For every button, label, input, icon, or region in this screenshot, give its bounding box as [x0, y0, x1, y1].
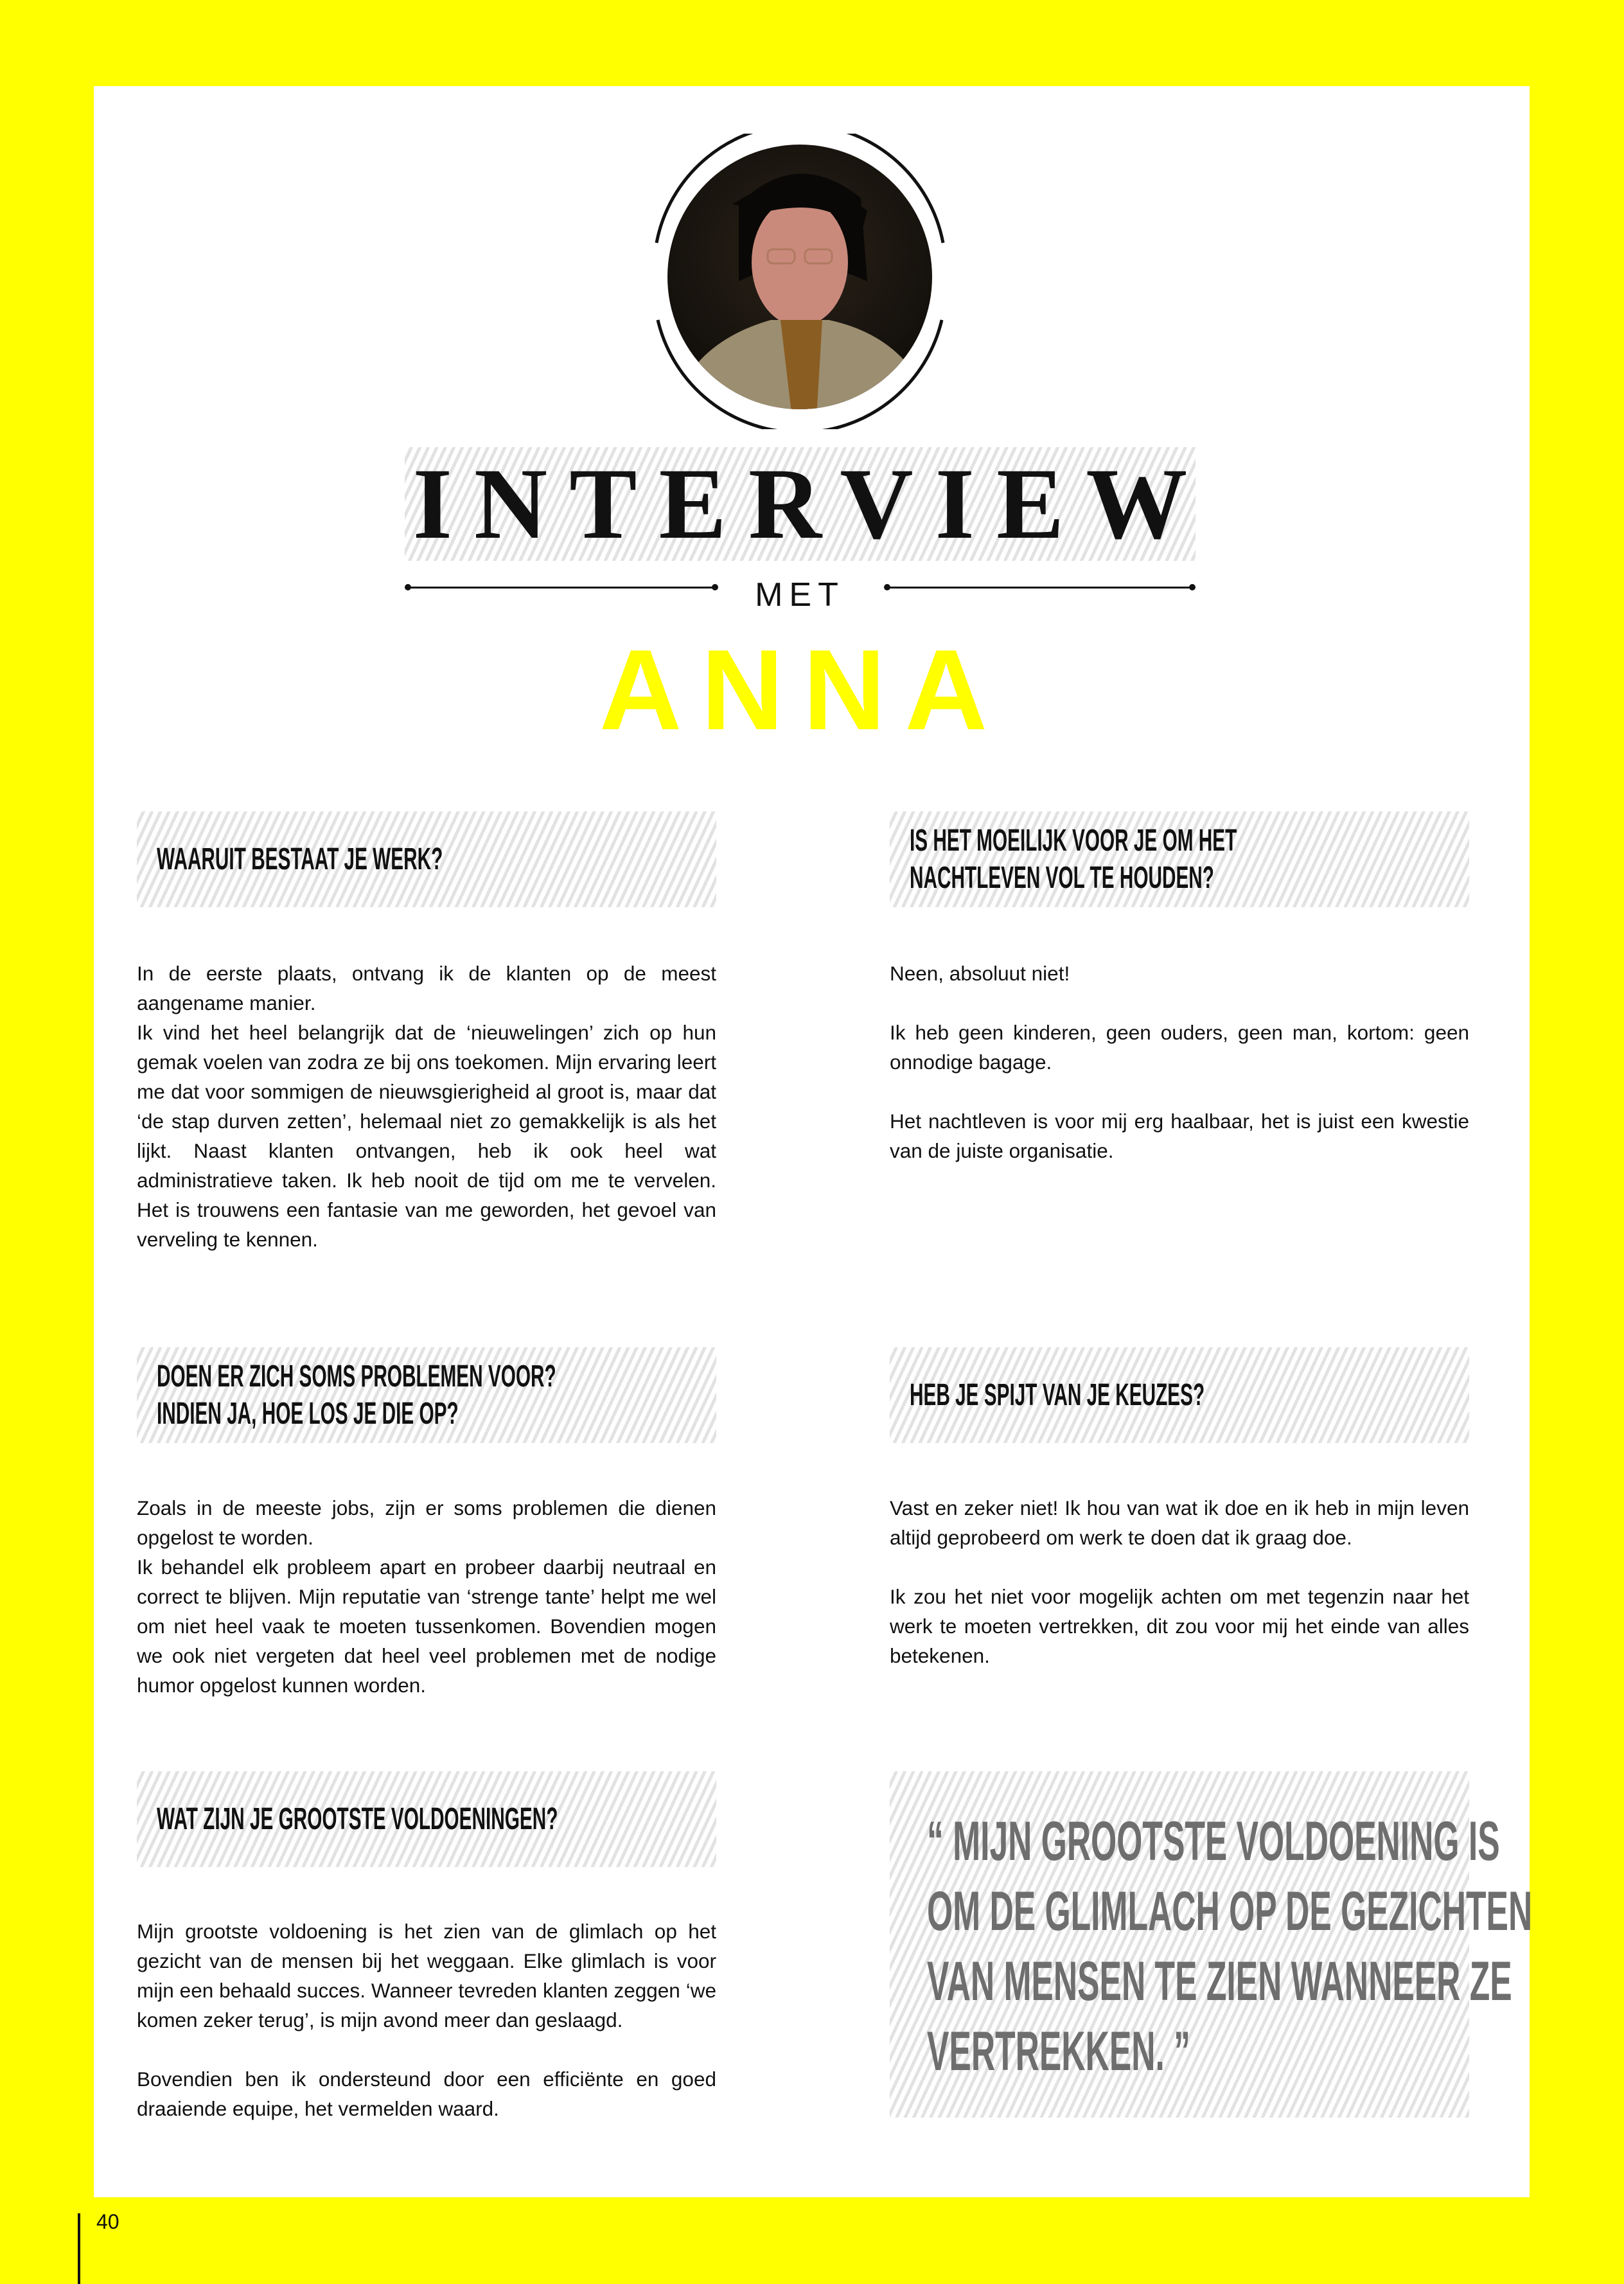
question-text: NACHTLEVEN VOL TE HOUDEN? [910, 860, 1214, 895]
quote-line: VAN MENSEN TE ZIEN WANNEER ZE [927, 1951, 1512, 2012]
paragraph: Neen, absoluut niet! [890, 962, 1070, 985]
question-text: IS HET MOEILIJK VOOR JE OM HET [910, 823, 1237, 858]
question-band [890, 1347, 1469, 1443]
question-text: DOEN ER ZICH SOMS PROBLEMEN VOOR? [157, 1359, 556, 1394]
page-number: 40 [96, 2210, 119, 2233]
question-text: WAT ZIJN JE GROOTSTE VOLDOENINGEN? [157, 1802, 558, 1836]
page-title: INTERVIEW [412, 447, 1210, 560]
subtitle: MET [755, 576, 845, 614]
question-text: HEB JE SPIJT VAN JE KEUZES? [910, 1377, 1205, 1412]
paragraph: Ik zou het niet voor mogelijk achten om met tegenzin naar het werk te moeten vertrekken, dit zou voor mij het einde van alles betekenen. [890, 1585, 1469, 1667]
question-band [137, 1347, 716, 1443]
answer-text [137, 1917, 716, 2123]
question-band [890, 811, 1469, 907]
paragraph: Ik vind het heel belangrijk dat de ‘nieuwelingen’ zich op hun gemak voelen van zodra ze bij ons toekomen. Mijn ervaring leert me dat voor sommigen de nieuwsgierigheid al groot is, maar dat ‘de stap durven zetten’, helemaal niet zo gemakkelijk is als het lijkt. Naast klanten ontvangen, heb ik ook heel wat administratieve taken. Ik heb nooit de tijd om me te vervelen. Het is trouwens een fantasie van me geworden, het gevoel van verveling te kennen. [137, 1021, 716, 1251]
divider-right [887, 587, 1193, 589]
interviewee-name: ANNA [599, 626, 1007, 754]
quote-line: VERTREKKEN. ” [927, 2021, 1190, 2082]
paragraph: Het nachtleven is voor mij erg haalbaar, het is juist een kwestie van de juiste organisatie. [890, 1110, 1469, 1162]
paragraph: In de eerste plaats, ontvang ik de klanten op de meest aangename manier. [137, 962, 716, 1014]
question-band [137, 1771, 716, 1867]
paragraph: Ik heb geen kinderen, geen ouders, geen man, kortom: geen onnodige bagage. [890, 1021, 1469, 1074]
portrait-photo [642, 134, 957, 429]
question-text: WAARUIT BESTAAT JE WERK? [157, 842, 443, 876]
answer-text [137, 1493, 716, 1700]
paragraph: Vast en zeker niet! Ik hou van wat ik doe en ik heb in mijn leven altijd geprobeerd om werk te doen dat ik graag doe. [890, 1496, 1469, 1549]
title-band [405, 447, 1210, 561]
paragraph: Ik behandel elk probleem apart en probeer daarbij neutraal en correct te blijven. Mijn reputatie van ‘strenge tante’ helpt me wel om niet heel vaak te moeten tussenkomen. Bovendien mogen we ook niet vergeten dat heel veel problemen met de nodige humor opgelost kunnen worden. [137, 1555, 716, 1697]
divider-left [407, 587, 716, 589]
quote-line: OM DE GLIMLACH OP DE GEZICHTEN [927, 1881, 1533, 1942]
paragraph: Mijn grootste voldoening is het zien van de glimlach op het gezicht van de mensen bij het weggaan. Elke glimlach is voor mijn een behaald succes. Wanneer tevreden klanten zeggen ‘we komen zeker terug’, is mijn avond meer dan geslaagd. [137, 1920, 716, 2032]
page-number-bar [78, 2213, 80, 2284]
question-text: INDIEN JA, HOE LOS JE DIE OP? [157, 1396, 459, 1431]
answer-text [890, 959, 1469, 1165]
pull-quote [890, 1771, 1533, 2118]
question-band [137, 811, 716, 907]
answer-text [890, 1493, 1469, 1670]
paragraph: Bovendien ben ik ondersteund door een efficiënte en goed draaiende equipe, het vermelden waard. [137, 2067, 716, 2120]
paragraph: Zoals in de meeste jobs, zijn er soms problemen die dienen opgelost te worden. [137, 1496, 716, 1549]
answer-text [137, 959, 716, 1254]
quote-line: “ MIJN GROOTSTE VOLDOENING IS [927, 1810, 1500, 1872]
